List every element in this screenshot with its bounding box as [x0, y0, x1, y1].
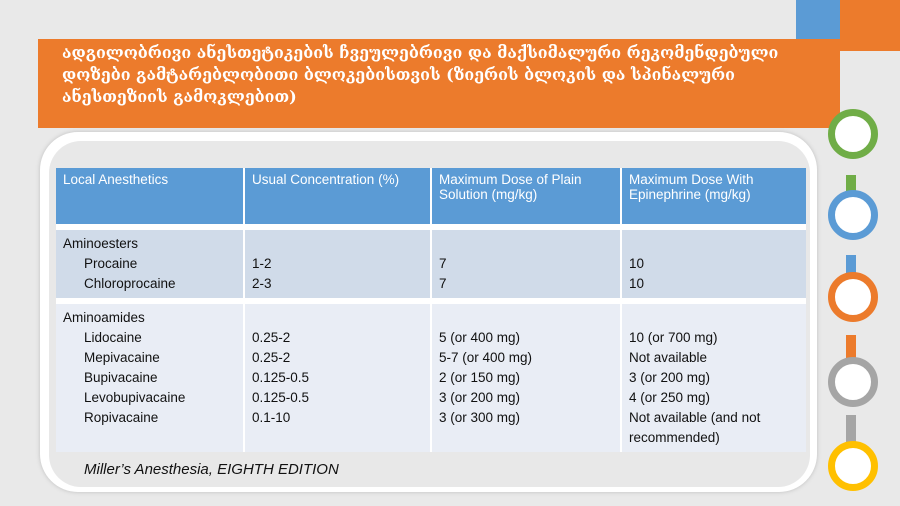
table-row-aminoesters [56, 230, 806, 298]
epinephrine-dose-column [620, 230, 806, 298]
epinephrine-dose-column [620, 304, 806, 452]
header-max-dose-plain: Maximum Dose of Plain Solution (mg/kg) [430, 168, 620, 224]
plain-dose-column [430, 230, 620, 298]
green-ring-icon [828, 109, 878, 159]
blue-ring-icon [828, 190, 878, 240]
header-local-anesthetics: Local Anesthetics [56, 168, 243, 224]
anesthetics-dose-table [56, 168, 806, 452]
concentration-value: 0.25-2 [252, 330, 291, 345]
plain-dose-value: 5 (or 400 mg) [439, 330, 521, 345]
concentration-column [243, 230, 430, 298]
plain-dose-value: 5-7 (or 400 mg) [439, 350, 533, 365]
concentration-value: 0.1-10 [252, 410, 291, 425]
header-usual-concentration: Usual Concentration (%) [243, 168, 430, 224]
table-row-aminoamides [56, 304, 806, 452]
plain-dose-value: 3 (or 200 mg) [439, 390, 521, 405]
drug-name: Bupivacaine [84, 370, 158, 385]
concentration-column [243, 304, 430, 452]
plain-dose-value: 7 [439, 276, 447, 291]
epinephrine-dose-value: Not available [629, 350, 708, 365]
gray-ring-icon [828, 357, 878, 407]
drug-name: Levobupivacaine [84, 390, 186, 405]
drug-name: Procaine [84, 256, 138, 271]
orange-ring-icon [828, 272, 878, 322]
slide-title: ადგილობრივი ანესთეტიკების ჩვეულებრივი და მაქსიმალური რეკომენდებული დოზები გამტარებლობითი ბლოკებისთვის (ზიერის ბლოკის და სპინალური ანესთეზიის გამოკლებით) [62, 43, 779, 106]
epinephrine-dose-value: 3 (or 200 mg) [629, 370, 711, 385]
epinephrine-dose-value: Not available (and not recommended) [629, 410, 761, 445]
drug-column [56, 304, 243, 452]
plain-dose-value: 2 (or 150 mg) [439, 370, 521, 385]
concentration-value: 2-3 [252, 276, 272, 291]
drug-name: Mepivacaine [84, 350, 160, 365]
concentration-value: 0.125-0.5 [252, 390, 310, 405]
drug-name: Chloroprocaine [84, 276, 176, 291]
yellow-ring-icon [828, 441, 878, 491]
epinephrine-dose-value: 10 (or 700 mg) [629, 330, 718, 345]
epinephrine-dose-value: 4 (or 250 mg) [629, 390, 711, 405]
drug-name: Ropivacaine [84, 410, 159, 425]
concentration-value: 1-2 [252, 256, 272, 271]
group-label-aminoesters: Aminoesters [63, 236, 139, 251]
concentration-value: 0.25-2 [252, 350, 291, 365]
source-citation: Miller’s Anesthesia, EIGHTH EDITION [84, 461, 339, 478]
epinephrine-dose-value: 10 [629, 256, 645, 271]
header-max-dose-epinephrine: Maximum Dose With Epinephrine (mg/kg) [620, 168, 806, 224]
plain-dose-value: 7 [439, 256, 447, 271]
plain-dose-column [430, 304, 620, 452]
group-label-aminoamides: Aminoamides [63, 310, 145, 325]
plain-dose-value: 3 (or 300 mg) [439, 410, 521, 425]
epinephrine-dose-value: 10 [629, 276, 645, 291]
concentration-value: 0.125-0.5 [252, 370, 310, 385]
drug-column [56, 230, 243, 298]
drug-name: Lidocaine [84, 330, 142, 345]
table-header-row [56, 168, 806, 224]
